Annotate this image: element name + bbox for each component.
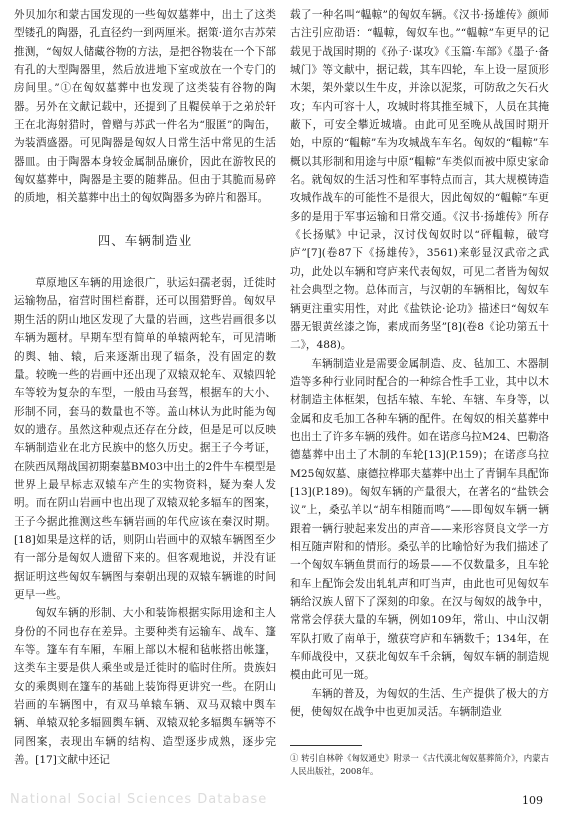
paragraph-vehicle-uses: 草原地区车辆的用途很广，驮运妇孺老弱，迁徙时运输物品，宿营时围栏畜群，还可以围猎野兽。匈奴早期生活的阴山地区发现了大量的岩画，这些岩画很多以车辆为题材。早期车型有简单的单辕两轮车，可见清晰的舆、轴、辕，后来逐渐出现了辐条，没有固定的数量。较晚一些的岩画中还出现了双辕双轮车、双辕四轮车等较为复杂的车型，一般由马套驾，根据车的大小、形制不同，套马的数量也不等。盖山林认为此时能为匈奴的遗存。虽然这种观点还存在分歧，但是足可以反映车辆制造业在北方民族中的悠久历史。据王子今考证，在陕西凤翔战国初期秦墓BM03中出土的2件牛车模型是世界上最早标志双辕车产生的实物资料，疑为秦人发明。而在阴山岩画中也出现了双辕双轮多辐车的图案，王子今据此推测这些车辆岩画的年代应该在秦汉时期。[18]如果是这样的话，则阴山岩画中的双辕车辆图至少有一部分是匈奴人遗留下来的。但客观地说，并没有证据证明这些匈奴车辆图与秦朝出现的双辕车辆谁的时间更早一些。 (14, 277, 276, 601)
paragraph-vehicle-industry: 车辆制造业是需要金属制造、皮、毡加工、木器制造等多种行业同时配合的一种综合性手工业，其中以木材制造主体框架，包括车辕、车轮、车辖、车身等，以金属和皮毛加工各种车辆的配件。在匈奴的相关墓葬中也出土了许多车辆的残件。如在诺彦乌拉M24、巴勒洛德墓葬中出土了木制的车轮[13](P.159)；在诺彦乌拉M25匈奴墓、康德拉桦耶夫墓葬中出土了青铜车具配饰[13](P.189)。匈奴车辆的产量很大，在著名的“盐铁会议”上，桑弘羊以“胡车相随而鸣”——即匈奴车辆一辆跟着一辆行驶起来发出的声音——来形容贤良文学一方相互随声附和的情形。桑弘羊的比喻恰好为我们描述了一个匈奴车辆鱼贯而行的场景——不仅数量多，且车轮和车上配饰会发出轧轧声和叮当声，由此也可见匈奴车辆给汉族人留下了深刻的印象。在汉与匈奴的战争中，常常会俘获大量的车辆，例如109年，常山、中山汉朝军队打败了南单于，缴获穹庐和车辆数千；134年，在车师战役中，又获北匈奴车千余辆，匈奴车辆的制造规模由此可见一斑。 (290, 357, 549, 682)
paragraph-vehicle-types: 匈奴车辆的形制、大小和装饰根据实际用途和主人身份的不同也存在差异。主要种类有运输车、战车、篷车等。篷车有车厢，车厢上部以木棍和毡帐搭出帐篷，这类车主要是供人乘坐或是迁徙时的临时住所。贵族妇女的乘舆则在篷车的基础上装饰得更讲究一些。在阴山岩画的车辆图中，有双马单辕车辆、双马双辕中舆车辆、单辕双轮多辐圆舆车辆、双辕双轮多辐舆车辆等不同图案，表现出车辆的结构、造型逐步成熟，逐步完善。[17]文献中还记 (14, 607, 276, 767)
database-watermark: National Social Sciences Database (10, 792, 268, 807)
section-title: 四、车辆制造业 (97, 232, 193, 248)
paragraph-vehicle-popularity: 车辆的普及，为匈奴的生活、生产提供了极大的方便，使匈奴在战争中也更加灵活。车辆制造业 (290, 687, 549, 719)
paragraph-pottery: 外贝加尔和蒙古国发现的一些匈奴墓葬中，出土了这类型镂孔的陶器，孔直径约一到两厘米。据策·道尔吉苏荣推测，“匈奴人储藏谷物的方法，是把谷物装在一个下部有孔的大型陶器里，然后放进地下室或放在一个专门的房间里。”①在匈奴墓葬中也发现了这类装有谷物的陶器。另外在文献记载中，还提到了且鞮侯单于之弟於轩王在北海射猎时，曾赠与苏武一件名为“服匿”的陶缶，为装酒盛器。可见陶器是匈奴人日常生活中常见的生活器皿。由于陶器本身较金属制品廉价，因此在游牧民的匈奴墓葬中，陶器是主要的随葬品。但由于其脆而易碎的质地，相关墓葬中出土的匈奴陶器多为碎片和器耳。 (14, 9, 276, 205)
right-column (290, 6, 549, 721)
page-number: 109 (522, 794, 543, 807)
paragraph-wenliang-cart: 载了一种名叫“輼輬”的匈奴车辆。《汉书·扬雄传》颜师古注引应劭语：“輼輬，匈奴车也。”“輼輬”车更早的记载见于战国时期的《孙子·谋攻》《玉篇·车部》《墨子·备城门》等文献中，据记载，其车四轮，车上设一屋顶形木架，架外蒙以生牛皮，并涂以泥浆，可防敌之矢石火攻；车内可容十人，攻城时将其推至城下，人员在其掩蔽下，可安全攀近城墙。由此可见至晚从战国时期开始，中原的“輼輬”车为攻城战车车名。匈奴的“輼輬”车概以其形制和用途与中原“輼輬”车类似而被中原史家命名。就匈奴的生活习性和军事特点而言，其大规模铸造攻城作战车的可能性不是很大，因此匈奴的“輼輬”车更多的是用于军事运输和日常交通。《汉书·扬雄传》所存《长扬赋》中记录，汉讨伐匈奴时以“砰輼輬，破穹庐”[7](卷87下《扬雄传》，3561)来彰显汉武帝之武功，此处以车辆和穹庐来代表匈奴，可见二者皆为匈奴社会典型之物。总体而言，与汉朝的车辆相比，匈奴车辆更注重实用性，对此《盐铁论·论功》描述曰“匈奴车器无银黄丝漆之饰，素成而务坚”[8](卷8《论功第五十二》，488)。 (290, 9, 549, 352)
footnote: ① 转引自林幹《匈奴通史》附录一《古代漠北匈奴墓葬简介》，内蒙古人民出版社，2008年。 (290, 753, 549, 776)
left-column (14, 6, 276, 769)
footnote-divider (290, 745, 362, 746)
